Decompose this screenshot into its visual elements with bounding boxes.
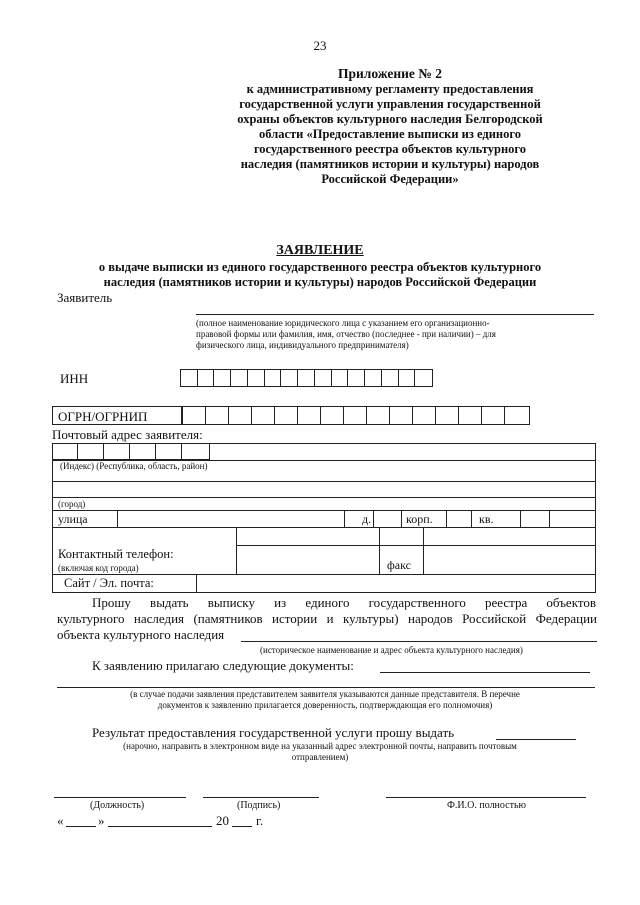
request-line-3: объекта культурного наследия — [57, 627, 225, 642]
attachments-hint-1: (в случае подачи заявления представителем заявителя указываются данные представителя. В перечне — [130, 689, 520, 699]
date-quote-close: » — [98, 813, 105, 828]
request-line-1: Прошу выдать выписку из единого государственного реестра объектов — [92, 595, 596, 610]
applicant-hint — [196, 318, 594, 351]
position-line[interactable] — [54, 797, 186, 798]
subtitle-line-1: о выдаче выписки из единого государственного реестра объектов культурного — [98, 260, 542, 274]
date-year-suffix: г. — [256, 813, 264, 828]
appendix-title: Приложение № 2 — [338, 66, 442, 81]
appendix-block — [220, 66, 560, 187]
attachments-label: К заявлению прилагаю следующие документы: — [92, 658, 354, 673]
appendix-line: Российской Федерации» — [321, 172, 459, 186]
fax-label: факс — [387, 558, 411, 572]
fio-caption: Ф.И.О. полностью — [447, 800, 526, 811]
applicant-hint-3: физического лица, индивидуального предпринимателя) — [196, 340, 409, 350]
request-line-2: культурного наследия (памятников истории и культуры) народов Российской Федерации — [57, 611, 597, 626]
phone-label: Контактный телефон: — [58, 547, 174, 561]
site-label: Сайт / Эл. почта: — [64, 576, 154, 590]
date-quote-open: « — [57, 813, 64, 828]
object-hint: (историческое наименование и адрес объекта культурного наследия) — [260, 645, 523, 655]
address-label: Почтовый адрес заявителя: — [52, 427, 203, 442]
page-number: 23 — [313, 38, 327, 53]
flat-input[interactable] — [521, 511, 549, 527]
date-year-line[interactable] — [232, 826, 252, 827]
sign-caption: (Подпись) — [237, 800, 281, 811]
street-input[interactable] — [118, 511, 344, 527]
subtitle-line-2: наследия (памятников истории и культуры) народов Российской Федерации — [103, 275, 537, 289]
site-input[interactable] — [197, 575, 595, 592]
phone-hint: (включая код города) — [58, 563, 139, 573]
phone-input[interactable] — [237, 545, 379, 573]
ogrn-grid[interactable] — [182, 406, 530, 425]
inn-grid[interactable] — [180, 369, 433, 387]
attachments-input-line[interactable] — [380, 672, 590, 673]
fio-line[interactable] — [386, 797, 586, 798]
appendix-line: охраны объектов культурного наследия Белгородской — [237, 112, 543, 126]
city-hint: (город) — [58, 499, 86, 509]
position-caption: (Должность) — [90, 800, 145, 811]
date-year-prefix: 20 — [216, 813, 229, 828]
applicant-hint-2: правовой формы или фамилия, имя, отчество (последнее - при наличии) – для — [196, 329, 496, 339]
applicant-label: Заявитель — [57, 290, 113, 305]
appendix-line: государственной услуги управления государственной — [239, 97, 541, 111]
applicant-hint-1: (полное наименование юридического лица с указанием его организационно- — [196, 318, 490, 328]
object-input-line[interactable] — [241, 641, 597, 642]
house-label: д. — [362, 512, 372, 526]
fax-input[interactable] — [424, 545, 595, 573]
result-input-line[interactable] — [496, 739, 576, 740]
attachments-input-line-2[interactable] — [57, 687, 595, 688]
building-input[interactable] — [447, 511, 471, 527]
result-hint-2: отправлением) — [291, 752, 349, 762]
applicant-input-line[interactable] — [196, 314, 594, 315]
appendix-line: государственного реестра объектов культурного — [253, 142, 527, 156]
document-subtitle — [40, 260, 600, 290]
building-label: корп. — [406, 512, 433, 526]
result-hint-1: (нарочно, направить в электронном виде на указанный адрес электронной почты, направить почтовым — [123, 741, 517, 751]
document-title: ЗАЯВЛЕНИЕ — [276, 243, 364, 258]
result-label: Результат предоставления государственной услуги прошу выдать — [92, 725, 455, 740]
appendix-line: области «Предоставление выписки из единого — [259, 127, 521, 141]
appendix-line: наследия (памятников истории и культуры) народов — [240, 157, 540, 171]
result-hint — [80, 741, 560, 763]
attachments-hint — [90, 689, 560, 711]
street-label: улица — [58, 512, 88, 526]
appendix-line: к административному регламенту предоставления — [246, 82, 534, 96]
ogrn-label: ОГРН/ОГРНИП — [58, 409, 148, 424]
index-grid[interactable] — [52, 443, 210, 460]
inn-label: ИНН — [60, 371, 89, 386]
index-hint: (Индекс) (Республика, область, район) — [60, 461, 208, 471]
attachments-hint-2: документов к заявлению прилагается доверенность, подтверждающая его полномочия) — [157, 700, 493, 710]
sign-line[interactable] — [203, 797, 319, 798]
date-day-line[interactable] — [66, 826, 96, 827]
date-month-line[interactable] — [108, 826, 212, 827]
flat-label: кв. — [479, 512, 494, 526]
house-input[interactable] — [374, 511, 401, 527]
